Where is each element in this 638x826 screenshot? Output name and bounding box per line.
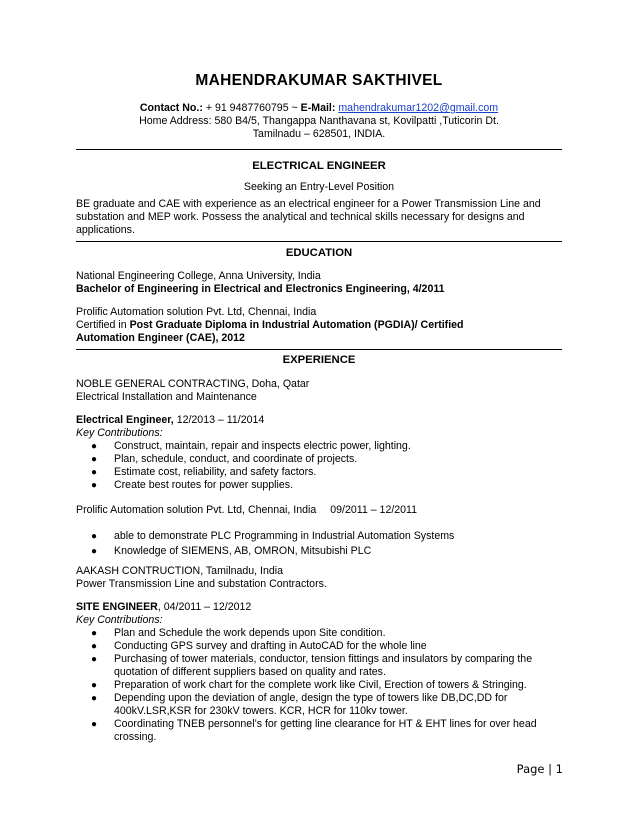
contact-label: Contact No.: [139,102,203,114]
bullet-icon: ● [91,441,98,452]
education-cert [76,319,562,332]
role-dates: , 04/2011 – 12/2012 [157,601,252,613]
education-degree: Bachelor of Engineering in Electrical and Electronics Engineering, 4/2011 [76,283,445,295]
bullet-icon: ● [91,641,98,652]
bullet-text: able to demonstrate PLC Programming in Industrial Automation Systems [114,530,455,542]
contact-block [60,102,578,141]
bullet-text: Estimate cost, reliability, and safety factors. [114,466,317,478]
bullet-icon: ● [91,628,98,639]
phone-number: + 91 9487760795 ~ [202,102,301,114]
divider [76,241,562,242]
company-description: Electrical Installation and Maintenance [76,391,257,403]
role-3 [76,601,562,744]
role-dates: 12/2013 – 11/2014 [173,414,265,426]
bullet-text: Coordinating TNEB personnel’s for getting line clearance for HT & EHT lines for over head crossing. [114,718,537,743]
candidate-name: MAHENDRAKUMAR SAKTHIVEL [195,72,443,89]
list-item [76,692,562,718]
objective-summary: BE graduate and CAE with experience as an electrical engineer for a Power Transmission Line and substation and MEP work. Possess the analytical and technical skills necessary for designs and applications. [76,198,541,236]
education-institution: Prolific Automation solution Pvt. Ltd, Chennai, India [76,306,317,318]
education-entry-1 [76,270,562,296]
bullet-text: Construct, maintain, repair and inspects electric power, lighting. [114,440,411,452]
email-link[interactable]: mahendrakumar1202@gmail.com [338,102,499,114]
objective-title: ELECTRICAL ENGINEER [252,160,386,172]
company-dates: 09/2011 – 12/2011 [330,504,418,516]
bullet-icon: ● [91,531,98,542]
bullet-icon: ● [91,454,98,465]
bullet-icon: ● [91,467,98,478]
list-item [76,479,562,492]
role-heading [76,601,562,614]
company-1 [76,378,562,404]
company-description: Power Transmission Line and substation Contractors. [76,578,327,590]
company-name: AAKASH CONTRUCTION, Tamilnadu, India [76,565,284,577]
bullet-text: Plan and Schedule the work depends upon Site condition. [114,627,386,639]
education-title: EDUCATION [285,247,353,259]
address-line-1: Home Address: 580 B4/5, Thangappa Nanthavana st, Kovilpatti ,Tuticorin Dt. [139,115,499,127]
page-number: Page | 1 [516,762,563,776]
role-3-bullets [76,627,562,744]
list-item [76,718,562,744]
objective-subtitle: Seeking an Entry-Level Position [243,181,395,193]
list-item [76,440,562,453]
bullet-text: Plan, schedule, conduct, and coordinate of projects. [114,453,358,465]
list-item [76,466,562,479]
list-item [76,653,562,679]
list-item [76,453,562,466]
education-institution: National Engineering College, Anna University, India [76,270,321,282]
company-name: NOBLE GENERAL CONTRACTING, Doha, Qatar [76,378,310,390]
bullet-icon: ● [91,480,98,491]
bullet-icon: ● [91,719,98,730]
divider [76,349,562,350]
cert-name-2: Automation Engineer (CAE), 2012 [76,332,245,344]
role-1 [76,414,562,492]
company-name: Prolific Automation solution Pvt. Ltd, Chennai, India [76,504,317,516]
bullet-icon: ● [91,546,98,557]
bullet-text: Conducting GPS survey and drafting in AutoCAD for the whole line [114,640,427,652]
bullet-text: Purchasing of tower materials, conductor, tension fittings and insulators by comparing the quotation of different suppliers based on quality and rates. [114,653,533,678]
list-item [76,640,562,653]
key-contributions-label: Key Contributions: [76,614,163,626]
role-title: SITE ENGINEER [76,601,158,613]
bullet-icon: ● [91,654,98,665]
cert-name-1: Post Graduate Diploma in Industrial Automation (PGDIA)/ Certified [129,319,464,331]
cert-prefix: Certified in [76,319,130,331]
contact-line [60,102,578,115]
education-entry-2 [76,306,562,345]
bullet-text: Preparation of work chart for the complete work like Civil, Erection of towers & Stringing. [114,679,527,691]
list-item [76,545,562,558]
address-line-2: Tamilnadu – 628501, INDIA. [252,128,386,140]
bullet-icon: ● [91,680,98,691]
bullet-text: Create best routes for power supplies. [114,479,294,491]
list-item [76,679,562,692]
experience-title: EXPERIENCE [282,354,356,366]
bullet-text: Knowledge of SIEMENS, AB, OMRON, Mitsubishi PLC [114,545,372,557]
role-1-bullets [76,440,562,492]
divider [76,149,562,150]
bullet-icon: ● [91,693,98,704]
role-title: Electrical Engineer, [76,414,174,426]
list-item [76,627,562,640]
list-item [76,530,562,543]
email-label: E-Mail: [300,102,336,114]
company-2 [76,504,562,517]
role-2-bullets [76,530,562,558]
role-2 [76,530,562,558]
key-contributions-label: Key Contributions: [76,427,163,439]
company-3 [76,565,562,591]
role-heading [76,414,562,427]
bullet-text: Depending upon the deviation of angle, design the type of towers like DB,DC,DD for 400kV.LSR,KSR for 230kV towers. KCR, HCR for 110kv tower. [114,692,508,717]
